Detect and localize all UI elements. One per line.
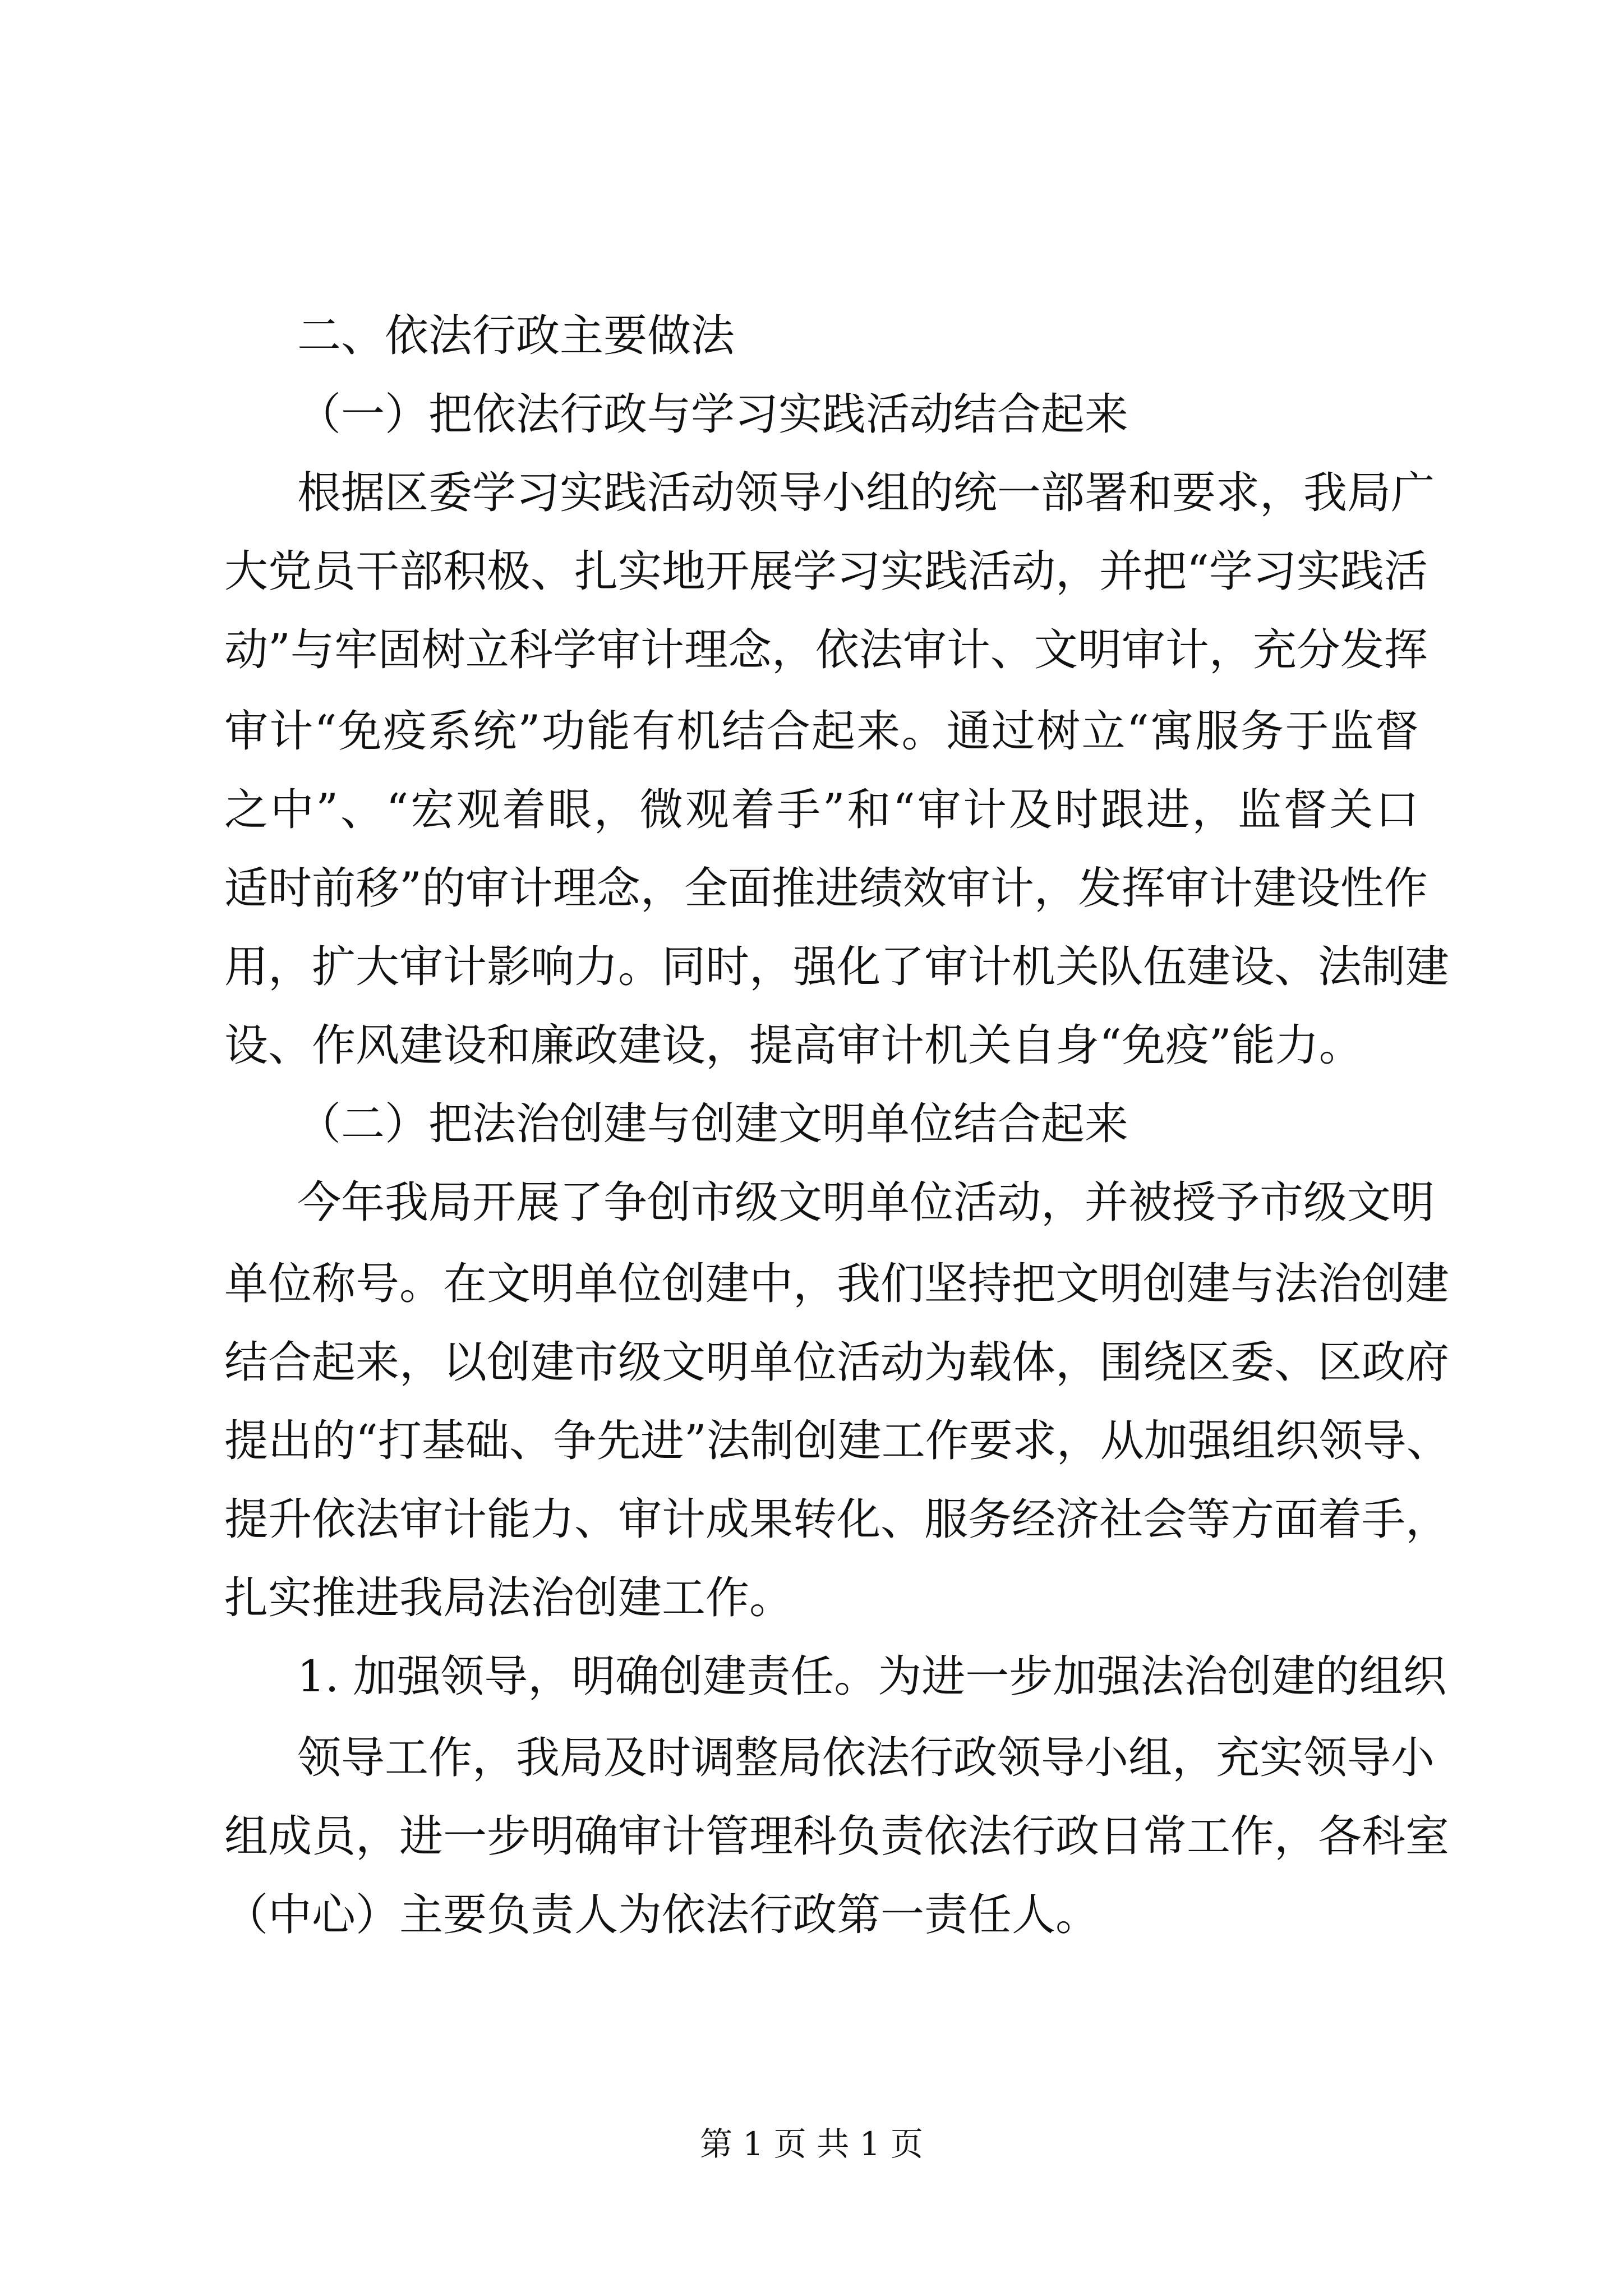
paragraph-1-line-1: 根据区委学习实践活动领导小组的统一部署和要求，我局广 bbox=[297, 468, 1435, 518]
paragraph-2-line-3: 结合起来，以创建市级文明单位活动为载体，围绕区委、区政府 bbox=[224, 1337, 1450, 1388]
paragraph-1-line-7: 用，扩大审计影响力。同时，强化了审计机关队伍建设、法制建 bbox=[224, 942, 1450, 992]
paragraph-3-line-2: 组成员，进一步明确审计管理科负责依法行政日常工作，各科室 bbox=[224, 1811, 1450, 1862]
paragraph-1-line-2: 大党员干部积极、扎实地开展学习实践活动，并把“学习实践活 bbox=[224, 546, 1428, 597]
paragraph-2-line-5: 提升依法审计能力、审计成果转化、服务经济社会等方面着手， bbox=[224, 1494, 1450, 1545]
paragraph-1-line-4: 审计“免疫系统”功能有机结合起来。通过树立“寓服务于监督 bbox=[224, 706, 1419, 757]
paragraph-3-line-1: 领导工作，我局及时调整局依法行政领导小组，充实领导小 bbox=[297, 1733, 1435, 1783]
paragraph-3-line-3: （中心）主要负责人为依法行政第一责任人。 bbox=[224, 1890, 1100, 1940]
paragraph-1-line-6: 适时前移”的审计理念，全面推进绩效审计，发挥审计建设性作 bbox=[224, 863, 1428, 914]
page-footer: 第 1 页 共 1 页 bbox=[700, 2125, 923, 2163]
paragraph-1-line-3: 动”与牢固树立科学审计理念，依法审计、文明审计，充分发挥 bbox=[224, 625, 1428, 675]
paragraph-2-line-2: 单位称号。在文明单位创建中，我们坚持把文明创建与法治创建 bbox=[224, 1259, 1450, 1309]
section-heading: 二、依法行政主要做法 bbox=[297, 311, 735, 361]
paragraph-1-line-5: 之中”、“宏观着眼，微观着手”和“审计及时跟进，监督关口 bbox=[224, 785, 1419, 835]
paragraph-2-line-4: 提出的“打基础、争先进”法制创建工作要求，从加强组织领导、 bbox=[224, 1416, 1450, 1466]
paragraph-2-line-6: 扎实推进我局法治创建工作。 bbox=[224, 1573, 794, 1623]
paragraph-2-line-1: 今年我局开展了争创市级文明单位活动，并被授予市级文明 bbox=[297, 1177, 1435, 1228]
subheading-2: （二）把法治创建与创建文明单位结合起来 bbox=[297, 1099, 1129, 1149]
paragraph-1-line-8: 设、作风建设和廉政建设，提高审计机关自身“免疫”能力。 bbox=[224, 1020, 1363, 1071]
item-1: 1. 加强领导，明确创建责任。为进一步加强法治创建的组织 bbox=[297, 1651, 1447, 1702]
subheading-1: （一）把依法行政与学习实践活动结合起来 bbox=[297, 389, 1129, 440]
